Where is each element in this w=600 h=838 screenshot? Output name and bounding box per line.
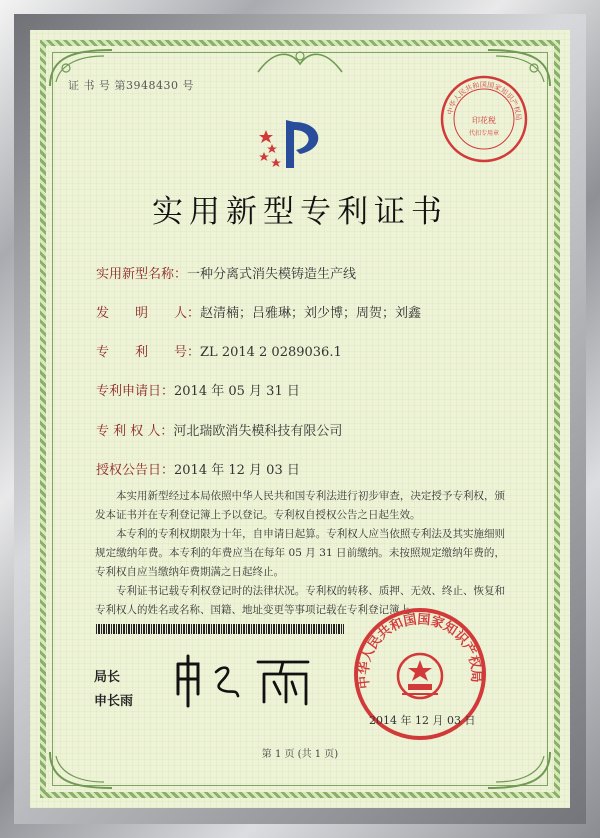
page-number: 第 1 页 (共 1 页) [261,749,339,760]
field-value: ZL 2014 2 0289036.1 [200,345,342,360]
field-label: 发 明 人： [96,306,201,321]
handwritten-signature [168,650,318,710]
field-label: 专利申请日： [96,384,175,399]
field-label: 专 利 号： [96,345,201,360]
field-label: 专 利 权 人： [96,424,174,439]
field-label: 授权公告日： [96,463,175,478]
svg-text:印花税: 印花税 [472,116,496,125]
body-paragraph: 本专利的专利权期限为十年，自申请日起算。专利权人应当依照专利法及其实施细则规定缴纳年费。本专利的年费应当在每年 05 月 31 日前缴纳。未按照规定缴纳年费的，专利权自应当缴纳年费期满之日起终止。 [95,528,505,578]
field-value: 2014 年 05 月 31 日 [174,384,300,399]
field-label: 实用新型名称： [96,267,188,282]
tax-stamp-icon [438,73,530,165]
chief-title: 局长 [94,670,121,685]
field-announce-date [96,459,300,478]
field-value: 2014 年 12 月 03 日 [174,463,300,478]
seal-date: 2014 年 12 月 03 日 [369,714,476,727]
field-inventor [96,302,421,321]
certificate-number: 证 书 号 第3948430 号 [68,79,194,92]
field-patentee [96,420,342,439]
field-value: 河北瑞欧消失模科技有限公司 [173,424,343,439]
svg-text:中华人民共和国国家知识产权局: 中华人民共和国国家知识产权局 [356,612,484,690]
certificate-title: 实用新型专利证书 [152,194,448,230]
body-paragraph: 专利证书记载专利权登记时的法律状况。专利权的转移、质押、无效、终止、恢复和专利权人的姓名或名称、国籍、地址变更等事项记载在专利登记簿上。 [95,585,505,616]
certificate-body [95,487,505,620]
barcode [96,624,344,634]
body-paragraph: 本实用新型经过本局依照中华人民共和国专利法进行初步审查，决定授予专利权，颁发本证书并在专利登记簿上予以登记。专利权自授权公告之日起生效。 [95,490,505,521]
patent-office-logo-icon [256,108,336,178]
field-utility-name [96,263,356,282]
top-center-ornament-icon [254,46,346,76]
chief-name: 申长雨 [94,694,134,709]
field-value: 赵清楠；吕雅琳；刘少博；周贺；刘鑫 [200,306,422,321]
field-patent-number [96,341,342,360]
field-filing-date [96,380,300,399]
svg-text:中华人民共和国国家知识产权局: 中华人民共和国国家知识产权局 [446,80,523,121]
svg-text:代扣专用章: 代扣专用章 [468,130,500,137]
field-value: 一种分离式消失模铸造生产线 [187,267,357,282]
